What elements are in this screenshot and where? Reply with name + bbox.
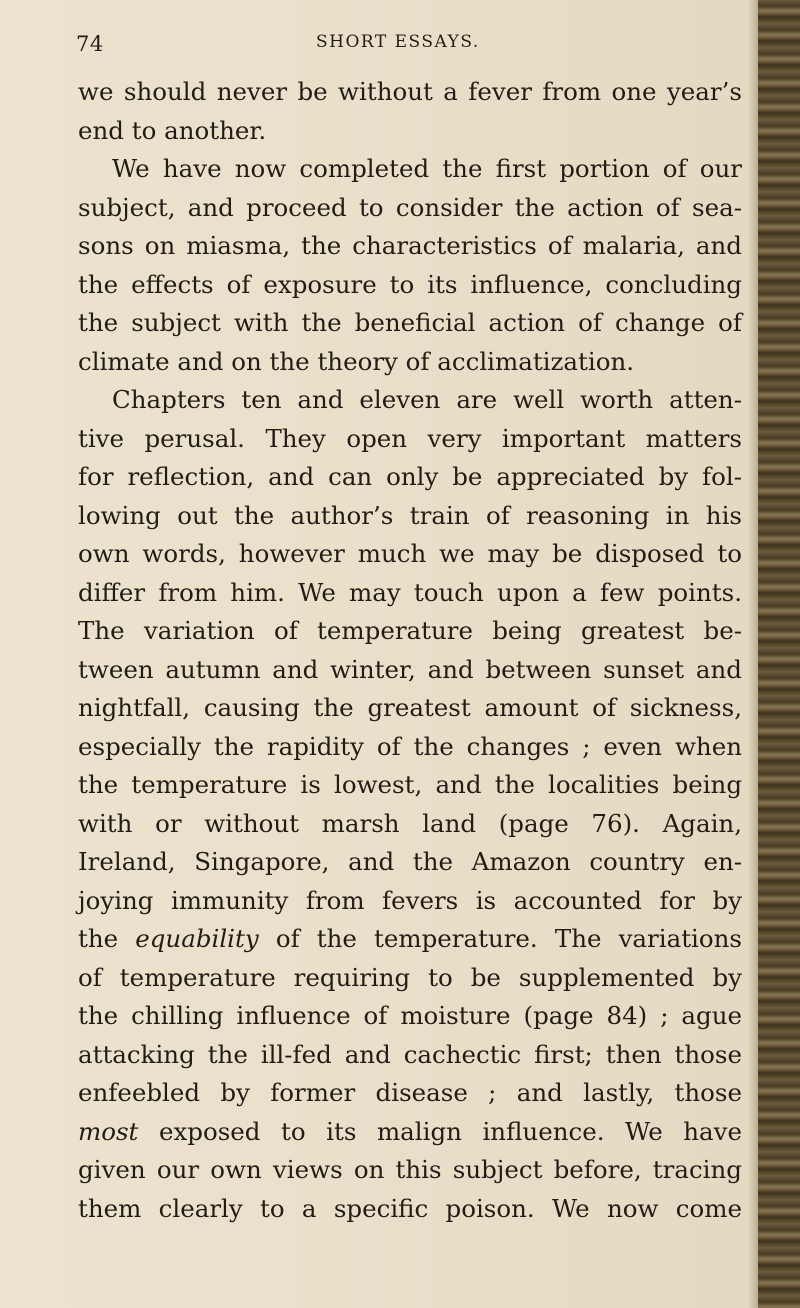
page-gutter-shadow — [748, 0, 758, 1308]
text-line: enfeebled by former disease ; and lastly, those — [78, 1078, 742, 1107]
text-line: subject, and proceed to consider the action of sea- — [78, 192, 742, 222]
italic-emphasis: most — [78, 1116, 139, 1146]
page-header — [76, 32, 736, 60]
paragraph-start-line: We have now completed the first portion of our — [112, 154, 742, 183]
book-binding-edge — [758, 0, 800, 1308]
text-line: given our own views on this subject before, tracing — [78, 1155, 742, 1184]
text-line: the chilling influence of moisture (page 84) ; ague — [78, 1001, 742, 1030]
text-line: Ireland, Singapore, and the Amazon country en- — [78, 847, 742, 876]
text-line: for reflection, and can only be appreciated by fol- — [78, 462, 742, 491]
text-line: the equability of the temperature. The variations — [78, 924, 742, 953]
text-line: tive perusal. They open very important matters — [78, 423, 742, 453]
text-line: tween autumn and winter, and between sunset and — [78, 654, 742, 684]
text-line: the effects of exposure to its influence, concluding — [78, 269, 742, 299]
text-line: end to another. — [78, 115, 267, 145]
text-line: sons on miasma, the characteristics of malaria, and — [78, 231, 742, 260]
text-line: lowing out the author’s train of reasoning in his — [78, 500, 742, 530]
text-line: the temperature is lowest, and the localities being — [78, 770, 742, 799]
text-line: especially the rapidity of the changes ; even when — [78, 731, 742, 761]
text-line: most exposed to its malign influence. We have — [78, 1116, 742, 1146]
text-line: differ from him. We may touch upon a few points. — [78, 577, 742, 607]
italic-emphasis: equability — [135, 924, 259, 953]
page-number: 74 — [76, 32, 104, 56]
paragraph-start-line: Chapters ten and eleven are well worth atten- — [112, 385, 742, 414]
text-line: we should never be without a fever from one year’s — [78, 77, 742, 106]
text-line: The variation of temperature being greatest be- — [78, 616, 742, 645]
text-line: the subject with the beneficial action of change of — [78, 308, 742, 337]
text-line: them clearly to a specific poison. We now come — [78, 1193, 742, 1223]
text-line: attacking the ill-fed and cachectic first; then those — [78, 1039, 742, 1069]
essay-body — [78, 73, 742, 1228]
text-line: joying immunity from fevers is accounted for by — [78, 885, 742, 915]
text-line: of temperature requiring to be supplemented by — [78, 962, 742, 992]
text-line: with or without marsh land (page 76). Again, — [78, 808, 742, 838]
running-head: SHORT ESSAYS. — [316, 32, 480, 52]
text-line: nightfall, causing the greatest amount of sickness, — [78, 693, 742, 722]
text-line: own words, however much we may be disposed to — [78, 539, 742, 568]
text-line: climate and on the theory of acclimatization. — [78, 346, 635, 376]
